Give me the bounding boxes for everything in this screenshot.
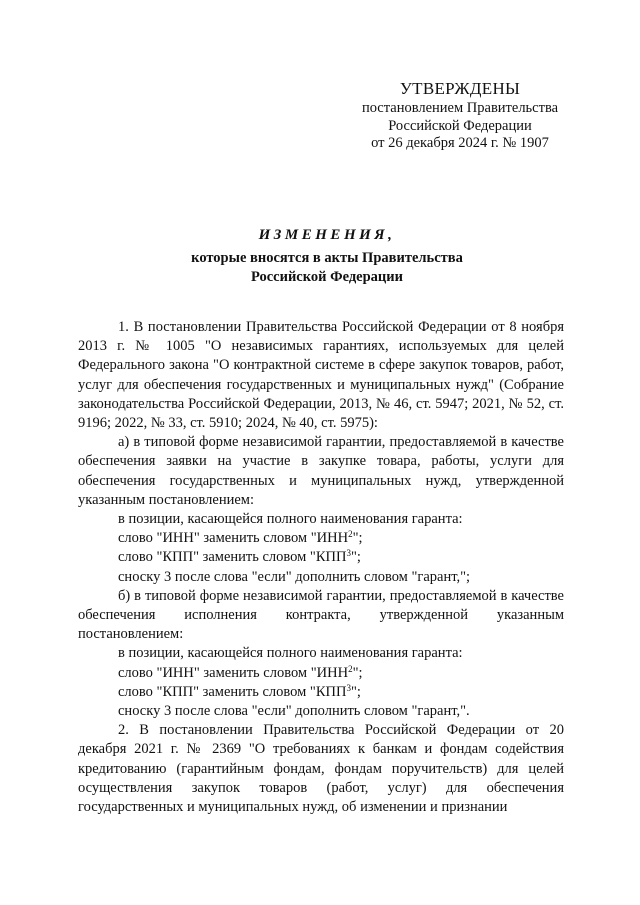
heading-subtitle — [80, 249, 574, 286]
paragraph-1a-footnote: сноску 3 после слова "если" дополнить словом "гарант,"; — [118, 568, 471, 585]
heading-subtitle-line2: Российской Федерации — [250, 268, 403, 285]
inn-text: слово "ИНН" заменить словом "ИНН — [118, 530, 349, 547]
paragraph-1b: б) в типовой форме независимой гарантии, предоставляемой в качестве обеспечения исполнения контракта, утвержденной указанным постановлением: — [78, 587, 564, 643]
paragraph-1b-position: в позиции, касающейся полного наименования гаранта: — [118, 645, 463, 662]
paragraph-1b-footnote: сноску 3 после слова "если" дополнить словом "гарант,". — [118, 703, 470, 720]
approval-stamp — [340, 78, 580, 153]
approval-title: УТВЕРЖДЕНЫ — [399, 79, 521, 98]
paragraph-1a-kpp — [78, 548, 564, 567]
heading-subtitle-line1: которые вносятся в акты Правительства — [191, 250, 463, 266]
inn-text-end: "; — [352, 664, 363, 681]
kpp-text-end: "; — [350, 683, 361, 700]
paragraph-1a-inn — [78, 529, 564, 548]
paragraph-1: 1. В постановлении Правительства Российской Федерации от 8 ноября 2013 г. № 1005 "О независимых гарантиях, используемых для целей Федерального закона "О контрактной системе в сфере закупок товаров, работ, услуг для обеспечения государственных и муниципальных нужд" (Собрание законодательства Российской Федерации, 2013, № 46, ст. 5947; 2021, № 52, ст. 9196; 2022, № 33, ст. 5910; 2024, № 40, ст. 5975): — [78, 319, 564, 432]
paragraph-1a: а) в типовой форме независимой гарантии, предоставляемой в качестве обеспечения заявки на участие в закупке товара, работы, услуги для обеспечения государственных и муниципальных нужд, утвержденной указанным постановлением: — [78, 434, 564, 508]
footnote-ref-3: 3 — [346, 548, 351, 559]
paragraph-1b-kpp — [78, 683, 564, 702]
approval-line-date: от 26 декабря 2024 г. № 1907 — [371, 135, 549, 151]
document-body — [78, 318, 564, 817]
kpp-text-end: "; — [350, 549, 361, 566]
paragraph-1a-position: в позиции, касающейся полного наименования гаранта: — [118, 511, 463, 528]
paragraph-1b-inn — [78, 664, 564, 683]
inn-text: слово "ИНН" заменить словом "ИНН — [118, 664, 349, 681]
footnote-ref-2: 2 — [348, 529, 353, 540]
approval-line-authority: постановлением Правительства — [361, 100, 559, 116]
footnote-ref-2: 2 — [348, 663, 353, 674]
kpp-text: слово "КПП" заменить словом "КПП — [118, 549, 347, 566]
footnote-ref-3: 3 — [346, 682, 351, 693]
kpp-text: слово "КПП" заменить словом "КПП — [118, 683, 347, 700]
inn-text-end: "; — [352, 530, 363, 547]
paragraph-2: 2. В постановлении Правительства Российской Федерации от 20 декабря 2021 г. № 2369 "О требованиях к банкам и фондам содействия кредитованию (гарантийным фондам, фондам поручительств) для целей осуществления закупок товаров (работ, услуг) для обеспечения государственных и муниципальных нужд, об изменении и признании — [78, 722, 564, 816]
approval-line-country: Российской Федерации — [388, 117, 532, 134]
document-heading — [80, 226, 574, 286]
heading-title: ИЗМЕНЕНИЯ, — [258, 227, 396, 243]
